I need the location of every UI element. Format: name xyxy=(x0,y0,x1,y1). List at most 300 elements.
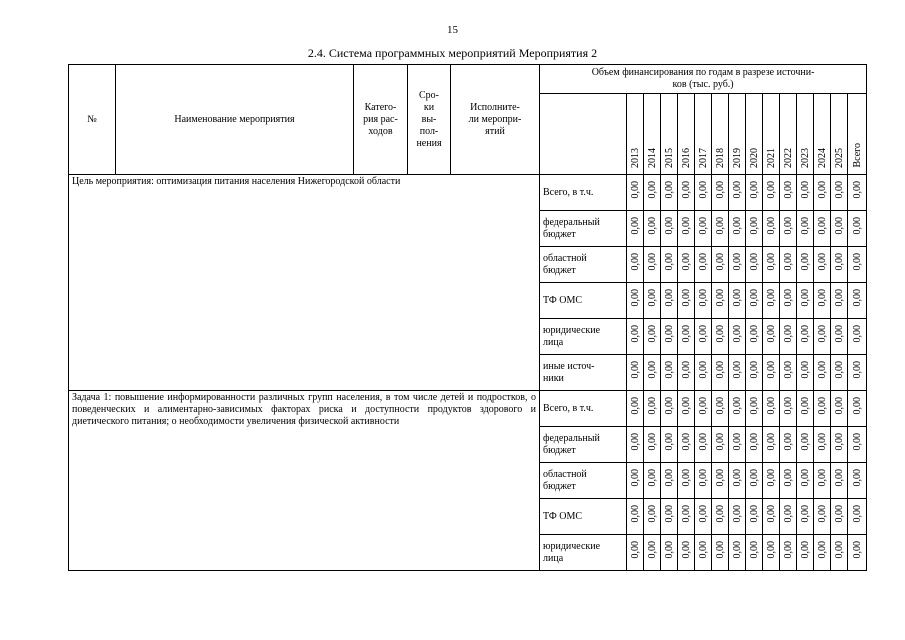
value-text: 0,00 xyxy=(748,288,760,307)
value-text: 0,00 xyxy=(629,396,641,415)
value-text: 0,00 xyxy=(816,288,828,307)
value-text: 0,00 xyxy=(851,216,863,235)
value-text: 0,00 xyxy=(629,180,641,199)
value-cell xyxy=(627,535,644,571)
value-cell xyxy=(695,283,712,319)
value-text: 0,00 xyxy=(646,360,658,379)
value-text: 0,00 xyxy=(765,252,777,271)
value-cell xyxy=(661,175,678,211)
value-text: 0,00 xyxy=(629,468,641,487)
value-text: 0,00 xyxy=(680,504,692,523)
value-cell xyxy=(712,211,729,247)
value-text: 0,00 xyxy=(697,432,709,451)
value-text: 0,00 xyxy=(851,540,863,559)
value-cell xyxy=(644,319,661,355)
value-cell xyxy=(797,427,814,463)
value-cell xyxy=(627,247,644,283)
value-text: 0,00 xyxy=(816,324,828,343)
value-text: 0,00 xyxy=(799,504,811,523)
value-text: 0,00 xyxy=(680,252,692,271)
value-cell xyxy=(695,391,712,427)
value-cell xyxy=(831,247,848,283)
header-name: Наименование мероприятия xyxy=(116,65,354,175)
value-cell xyxy=(644,283,661,319)
value-text: 0,00 xyxy=(697,468,709,487)
value-cell xyxy=(763,211,780,247)
value-cell xyxy=(627,211,644,247)
value-cell xyxy=(814,211,831,247)
value-cell xyxy=(661,463,678,499)
value-text: 0,00 xyxy=(851,432,863,451)
value-text: 0,00 xyxy=(714,396,726,415)
value-cell xyxy=(763,463,780,499)
value-cell xyxy=(814,283,831,319)
value-cell xyxy=(712,535,729,571)
value-cell xyxy=(644,463,661,499)
value-text: 0,00 xyxy=(629,252,641,271)
funding-source: Всего, в т.ч. xyxy=(540,391,627,427)
value-cell xyxy=(848,175,867,211)
value-text: 0,00 xyxy=(680,180,692,199)
value-cell xyxy=(831,283,848,319)
value-text: 0,00 xyxy=(646,504,658,523)
value-cell xyxy=(814,175,831,211)
value-cell xyxy=(848,463,867,499)
value-text: 0,00 xyxy=(731,180,743,199)
value-cell xyxy=(848,499,867,535)
value-cell xyxy=(644,499,661,535)
value-text: 0,00 xyxy=(765,216,777,235)
value-text: 0,00 xyxy=(799,216,811,235)
value-cell xyxy=(763,355,780,391)
value-text: 0,00 xyxy=(714,216,726,235)
value-cell xyxy=(729,247,746,283)
value-text: 0,00 xyxy=(782,360,794,379)
value-cell xyxy=(780,283,797,319)
value-text: 0,00 xyxy=(799,360,811,379)
value-cell xyxy=(780,535,797,571)
value-cell xyxy=(627,319,644,355)
value-text: 0,00 xyxy=(663,468,675,487)
value-text: 0,00 xyxy=(697,504,709,523)
value-text: 0,00 xyxy=(833,504,845,523)
value-text: 0,00 xyxy=(697,252,709,271)
year-header xyxy=(627,94,644,175)
value-text: 0,00 xyxy=(731,468,743,487)
value-cell xyxy=(712,427,729,463)
value-text: 0,00 xyxy=(833,468,845,487)
value-cell xyxy=(695,463,712,499)
value-cell xyxy=(678,319,695,355)
value-cell xyxy=(763,319,780,355)
value-cell xyxy=(814,247,831,283)
value-cell xyxy=(763,427,780,463)
value-text: 0,00 xyxy=(663,360,675,379)
year-header-label: 2017 xyxy=(697,148,709,168)
value-text: 0,00 xyxy=(680,468,692,487)
value-text: 0,00 xyxy=(697,540,709,559)
value-cell xyxy=(746,211,763,247)
value-text: 0,00 xyxy=(816,432,828,451)
value-text: 0,00 xyxy=(816,360,828,379)
value-cell xyxy=(678,391,695,427)
value-cell xyxy=(831,499,848,535)
value-text: 0,00 xyxy=(851,252,863,271)
value-text: 0,00 xyxy=(782,180,794,199)
value-cell xyxy=(746,175,763,211)
value-cell xyxy=(746,463,763,499)
value-text: 0,00 xyxy=(799,396,811,415)
value-text: 0,00 xyxy=(646,540,658,559)
value-text: 0,00 xyxy=(833,540,845,559)
year-header-label: 2016 xyxy=(680,148,692,168)
value-text: 0,00 xyxy=(714,288,726,307)
value-text: 0,00 xyxy=(833,180,845,199)
value-text: 0,00 xyxy=(629,540,641,559)
value-text: 0,00 xyxy=(782,288,794,307)
value-text: 0,00 xyxy=(629,288,641,307)
year-header-label: 2024 xyxy=(816,148,828,168)
funding-source: ТФ ОМС xyxy=(540,283,627,319)
value-cell xyxy=(848,355,867,391)
year-header-spacer xyxy=(540,94,627,175)
value-text: 0,00 xyxy=(765,540,777,559)
year-header-label: 2013 xyxy=(629,148,641,168)
value-text: 0,00 xyxy=(663,216,675,235)
value-cell xyxy=(763,175,780,211)
value-cell xyxy=(627,175,644,211)
table-row xyxy=(69,391,867,427)
value-text: 0,00 xyxy=(833,396,845,415)
value-text: 0,00 xyxy=(765,504,777,523)
value-text: 0,00 xyxy=(629,432,641,451)
value-cell xyxy=(831,319,848,355)
section-label: Цель мероприятия: оптимизация питания населения Нижегородской области xyxy=(69,175,540,391)
value-cell xyxy=(746,355,763,391)
value-text: 0,00 xyxy=(731,360,743,379)
value-text: 0,00 xyxy=(697,396,709,415)
table-body xyxy=(69,175,867,571)
value-cell xyxy=(780,499,797,535)
funding-source: федеральный бюджет xyxy=(540,211,627,247)
value-cell xyxy=(712,499,729,535)
value-cell xyxy=(763,499,780,535)
value-cell xyxy=(627,463,644,499)
value-cell xyxy=(831,175,848,211)
value-text: 0,00 xyxy=(646,396,658,415)
value-text: 0,00 xyxy=(748,396,760,415)
value-cell xyxy=(644,535,661,571)
value-text: 0,00 xyxy=(799,324,811,343)
value-text: 0,00 xyxy=(697,288,709,307)
value-text: 0,00 xyxy=(680,216,692,235)
value-cell xyxy=(780,463,797,499)
value-text: 0,00 xyxy=(748,180,760,199)
value-cell xyxy=(729,499,746,535)
value-text: 0,00 xyxy=(816,468,828,487)
value-text: 0,00 xyxy=(646,180,658,199)
value-cell xyxy=(729,391,746,427)
value-text: 0,00 xyxy=(748,324,760,343)
value-text: 0,00 xyxy=(680,360,692,379)
value-cell xyxy=(814,499,831,535)
value-text: 0,00 xyxy=(714,540,726,559)
value-text: 0,00 xyxy=(731,216,743,235)
value-cell xyxy=(661,211,678,247)
value-cell xyxy=(848,283,867,319)
value-cell xyxy=(746,283,763,319)
year-header-label: 2023 xyxy=(799,148,811,168)
value-text: 0,00 xyxy=(816,216,828,235)
year-header xyxy=(763,94,780,175)
value-text: 0,00 xyxy=(680,288,692,307)
value-text: 0,00 xyxy=(646,252,658,271)
value-text: 0,00 xyxy=(816,180,828,199)
value-cell xyxy=(661,427,678,463)
value-cell xyxy=(797,319,814,355)
value-cell xyxy=(848,391,867,427)
value-text: 0,00 xyxy=(697,360,709,379)
value-cell xyxy=(797,391,814,427)
header-executor: Исполните- ли меропри- ятий xyxy=(451,65,540,175)
value-text: 0,00 xyxy=(782,216,794,235)
header-term: Сро- ки вы- пол- нения xyxy=(408,65,451,175)
value-cell xyxy=(644,355,661,391)
value-cell xyxy=(661,391,678,427)
value-cell xyxy=(729,427,746,463)
value-text: 0,00 xyxy=(714,432,726,451)
value-text: 0,00 xyxy=(748,432,760,451)
program-table xyxy=(68,64,867,571)
value-text: 0,00 xyxy=(731,540,743,559)
year-header xyxy=(678,94,695,175)
value-text: 0,00 xyxy=(851,396,863,415)
value-cell xyxy=(831,463,848,499)
year-header-label: 2015 xyxy=(663,148,675,168)
value-text: 0,00 xyxy=(833,252,845,271)
value-cell xyxy=(695,535,712,571)
value-text: 0,00 xyxy=(765,468,777,487)
value-text: 0,00 xyxy=(646,432,658,451)
value-cell xyxy=(763,535,780,571)
value-cell xyxy=(627,499,644,535)
value-text: 0,00 xyxy=(663,432,675,451)
value-text: 0,00 xyxy=(680,432,692,451)
value-text: 0,00 xyxy=(629,324,641,343)
section-label: Задача 1: повышение информированности различных групп населения, в том числе детей и подростков, о поведенческих и алиментарно-зависимых факторах риска и доступности продуктов здорового и диетического питания; о необходимости увеличения физической активности xyxy=(69,391,540,571)
value-cell xyxy=(763,391,780,427)
year-header xyxy=(797,94,814,175)
funding-source: иные источ- ники xyxy=(540,355,627,391)
value-text: 0,00 xyxy=(816,252,828,271)
value-cell xyxy=(729,463,746,499)
value-cell xyxy=(746,427,763,463)
value-cell xyxy=(746,499,763,535)
value-cell xyxy=(814,427,831,463)
value-cell xyxy=(644,247,661,283)
value-text: 0,00 xyxy=(714,252,726,271)
funding-source: юридические лица xyxy=(540,535,627,571)
value-cell xyxy=(746,319,763,355)
year-header xyxy=(695,94,712,175)
value-cell xyxy=(797,211,814,247)
value-cell xyxy=(763,283,780,319)
value-cell xyxy=(797,355,814,391)
value-cell xyxy=(678,175,695,211)
value-cell xyxy=(831,391,848,427)
funding-source: областной бюджет xyxy=(540,463,627,499)
page-title: 2.4. Система программных мероприятий Мероприятия 2 xyxy=(307,46,598,60)
year-header xyxy=(780,94,797,175)
value-text: 0,00 xyxy=(663,180,675,199)
value-cell xyxy=(712,247,729,283)
value-cell xyxy=(780,247,797,283)
value-text: 0,00 xyxy=(731,288,743,307)
value-cell xyxy=(712,175,729,211)
value-cell xyxy=(644,391,661,427)
value-text: 0,00 xyxy=(851,360,863,379)
year-header-label: 2018 xyxy=(714,148,726,168)
value-cell xyxy=(695,175,712,211)
value-cell xyxy=(695,319,712,355)
value-text: 0,00 xyxy=(851,180,863,199)
value-cell xyxy=(746,391,763,427)
value-text: 0,00 xyxy=(697,216,709,235)
value-text: 0,00 xyxy=(680,324,692,343)
year-header-label: 2025 xyxy=(833,148,845,168)
value-cell xyxy=(678,247,695,283)
value-cell xyxy=(695,355,712,391)
funding-source: юридические лица xyxy=(540,319,627,355)
value-cell xyxy=(797,283,814,319)
value-cell xyxy=(729,355,746,391)
value-text: 0,00 xyxy=(629,216,641,235)
value-cell xyxy=(661,499,678,535)
value-text: 0,00 xyxy=(765,432,777,451)
value-cell xyxy=(729,283,746,319)
value-cell xyxy=(644,175,661,211)
header-funding: Объем финансирования по годам в разрезе источни- ков (тыс. руб.) xyxy=(540,65,867,94)
value-text: 0,00 xyxy=(680,540,692,559)
value-cell xyxy=(831,211,848,247)
value-cell xyxy=(678,211,695,247)
value-cell xyxy=(848,319,867,355)
value-cell xyxy=(627,355,644,391)
year-header xyxy=(814,94,831,175)
value-text: 0,00 xyxy=(833,432,845,451)
value-cell xyxy=(780,175,797,211)
value-cell xyxy=(746,535,763,571)
value-text: 0,00 xyxy=(799,540,811,559)
value-cell xyxy=(627,427,644,463)
value-text: 0,00 xyxy=(748,540,760,559)
funding-source: федеральный бюджет xyxy=(540,427,627,463)
year-header xyxy=(831,94,848,175)
value-cell xyxy=(780,319,797,355)
value-text: 0,00 xyxy=(714,468,726,487)
value-text: 0,00 xyxy=(680,396,692,415)
value-text: 0,00 xyxy=(731,252,743,271)
year-header-label: Всего xyxy=(851,143,863,168)
value-cell xyxy=(712,283,729,319)
value-text: 0,00 xyxy=(663,396,675,415)
value-text: 0,00 xyxy=(714,180,726,199)
value-cell xyxy=(695,427,712,463)
value-cell xyxy=(661,355,678,391)
value-text: 0,00 xyxy=(748,216,760,235)
value-text: 0,00 xyxy=(748,360,760,379)
year-header-label: 2019 xyxy=(731,148,743,168)
value-cell xyxy=(797,463,814,499)
value-text: 0,00 xyxy=(765,360,777,379)
value-text: 0,00 xyxy=(782,504,794,523)
value-cell xyxy=(814,391,831,427)
value-text: 0,00 xyxy=(765,396,777,415)
value-cell xyxy=(848,535,867,571)
value-cell xyxy=(797,499,814,535)
value-text: 0,00 xyxy=(816,504,828,523)
value-cell xyxy=(712,463,729,499)
value-cell xyxy=(678,355,695,391)
value-cell xyxy=(831,427,848,463)
value-text: 0,00 xyxy=(646,216,658,235)
value-text: 0,00 xyxy=(714,360,726,379)
value-cell xyxy=(695,499,712,535)
value-text: 0,00 xyxy=(782,432,794,451)
value-cell xyxy=(814,463,831,499)
value-cell xyxy=(729,211,746,247)
value-text: 0,00 xyxy=(629,360,641,379)
value-text: 0,00 xyxy=(714,324,726,343)
value-cell xyxy=(831,355,848,391)
value-text: 0,00 xyxy=(833,324,845,343)
value-cell xyxy=(848,247,867,283)
value-cell xyxy=(661,535,678,571)
year-header-label: 2020 xyxy=(748,148,760,168)
value-cell xyxy=(814,319,831,355)
value-text: 0,00 xyxy=(731,396,743,415)
value-cell xyxy=(712,319,729,355)
value-text: 0,00 xyxy=(714,504,726,523)
value-cell xyxy=(712,355,729,391)
funding-source: областной бюджет xyxy=(540,247,627,283)
value-text: 0,00 xyxy=(629,504,641,523)
value-cell xyxy=(780,355,797,391)
value-text: 0,00 xyxy=(816,540,828,559)
value-text: 0,00 xyxy=(646,468,658,487)
value-cell xyxy=(848,427,867,463)
value-text: 0,00 xyxy=(646,288,658,307)
value-cell xyxy=(695,247,712,283)
value-cell xyxy=(678,499,695,535)
value-text: 0,00 xyxy=(851,468,863,487)
value-text: 0,00 xyxy=(799,252,811,271)
value-text: 0,00 xyxy=(782,540,794,559)
value-text: 0,00 xyxy=(799,432,811,451)
value-cell xyxy=(644,427,661,463)
value-text: 0,00 xyxy=(782,468,794,487)
value-cell xyxy=(661,283,678,319)
value-cell xyxy=(678,535,695,571)
funding-source: Всего, в т.ч. xyxy=(540,175,627,211)
value-text: 0,00 xyxy=(833,216,845,235)
value-text: 0,00 xyxy=(748,504,760,523)
value-text: 0,00 xyxy=(782,324,794,343)
value-text: 0,00 xyxy=(799,180,811,199)
value-text: 0,00 xyxy=(833,360,845,379)
value-text: 0,00 xyxy=(799,468,811,487)
value-text: 0,00 xyxy=(731,432,743,451)
